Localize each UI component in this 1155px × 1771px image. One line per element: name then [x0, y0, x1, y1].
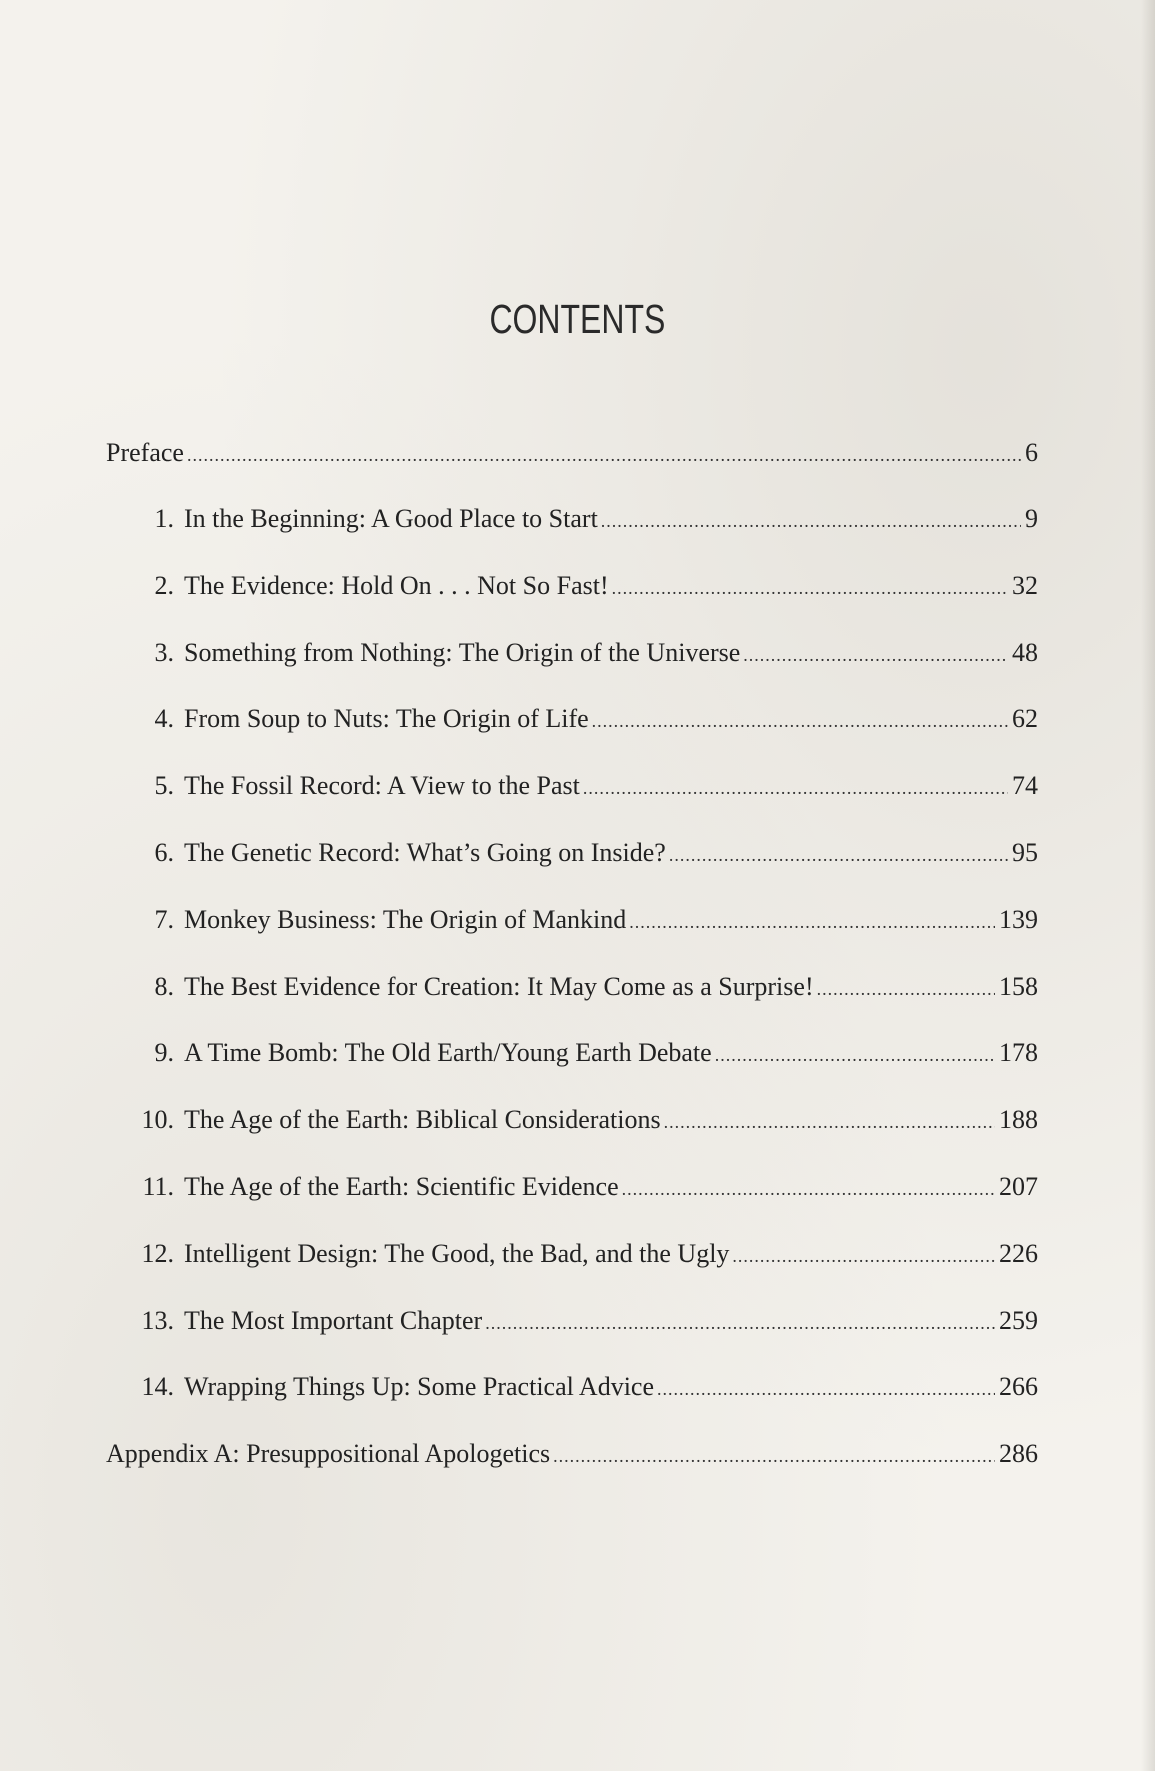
dot-leader	[601, 506, 1021, 536]
toc-entry-number: 4.	[154, 704, 174, 734]
dot-leader	[817, 974, 995, 1004]
toc-entry-number: 6.	[154, 837, 174, 867]
toc-entry-chapter-5[interactable]	[106, 771, 1038, 838]
dot-leader	[664, 1107, 995, 1137]
dot-leader	[553, 1441, 995, 1471]
toc-entry-number: 2.	[154, 570, 174, 600]
toc-entry-label: From Soup to Nuts: The Origin of Life	[184, 704, 589, 734]
toc-entry-page: 286	[999, 1439, 1038, 1469]
toc-entry-chapter-3[interactable]	[106, 638, 1038, 705]
dot-leader	[629, 907, 995, 937]
toc-entry-label: The Best Evidence for Creation: It May Come as a Surprise!	[184, 971, 814, 1001]
toc-entry-number: 14.	[141, 1372, 174, 1402]
toc-entry-label: The Evidence: Hold On . . . Not So Fast!	[184, 570, 609, 600]
toc-entry-page: 178	[999, 1038, 1038, 1068]
toc-entry-appendix-a[interactable]	[106, 1439, 1038, 1506]
toc-entry-number: 13.	[141, 1305, 174, 1335]
toc-entry-chapter-12[interactable]	[106, 1239, 1038, 1306]
toc-entry-chapter-2[interactable]	[106, 571, 1038, 638]
toc-entry-page: 226	[999, 1238, 1038, 1268]
toc-entry-chapter-4[interactable]	[106, 704, 1038, 771]
toc-entry-label: Intelligent Design: The Good, the Bad, and the Ugly	[184, 1238, 730, 1268]
toc-entry-chapter-13[interactable]	[106, 1306, 1038, 1373]
toc-entry-label: The Fossil Record: A View to the Past	[184, 771, 580, 801]
toc-entry-label: The Most Important Chapter	[184, 1305, 483, 1335]
toc-entry-number: 12.	[141, 1238, 174, 1268]
toc-entry-page: 32	[1012, 570, 1038, 600]
page-edge-shadow	[1141, 0, 1155, 1771]
toc-entry-label: A Time Bomb: The Old Earth/Young Earth Debate	[184, 1038, 712, 1068]
page-title: CONTENTS	[489, 296, 666, 342]
toc-entry-chapter-11[interactable]	[106, 1172, 1038, 1239]
toc-entry-number: 11.	[142, 1171, 174, 1201]
toc-entry-page: 158	[999, 971, 1038, 1001]
toc-entry-page: 9	[1025, 504, 1038, 533]
table-of-contents	[106, 438, 1038, 1506]
dot-leader	[612, 573, 1008, 603]
dot-leader	[657, 1374, 995, 1404]
toc-entry-label: Preface	[106, 438, 184, 467]
toc-entry-page: 207	[999, 1171, 1038, 1201]
toc-entry-page: 139	[999, 904, 1038, 934]
toc-entry-number: 7.	[154, 904, 174, 934]
toc-entry-page: 48	[1012, 637, 1038, 667]
toc-entry-chapter-7[interactable]	[106, 905, 1038, 972]
toc-entry-label: Appendix A: Presuppositional Apologetics	[106, 1439, 551, 1469]
toc-entry-page: 74	[1012, 771, 1038, 801]
toc-entry-preface[interactable]	[106, 438, 1038, 504]
toc-entry-label: The Age of the Earth: Biblical Considerations	[184, 1105, 661, 1135]
dot-leader	[485, 1308, 995, 1338]
dot-leader	[187, 440, 1021, 470]
toc-entry-page: 259	[999, 1305, 1038, 1335]
toc-entry-chapter-8[interactable]	[106, 972, 1038, 1039]
toc-entry-number: 9.	[154, 1038, 174, 1068]
toc-entry-label: Monkey Business: The Origin of Mankind	[184, 904, 627, 934]
dot-leader	[715, 1040, 995, 1070]
toc-entry-chapter-10[interactable]	[106, 1105, 1038, 1172]
toc-entry-page: 62	[1012, 704, 1038, 734]
toc-entry-number: 10.	[141, 1105, 174, 1135]
toc-entry-chapter-9[interactable]	[106, 1038, 1038, 1105]
dot-leader	[743, 640, 1008, 670]
toc-entry-number: 3.	[154, 637, 174, 667]
toc-entry-number: 5.	[154, 771, 174, 801]
dot-leader	[732, 1241, 995, 1271]
dot-leader	[669, 840, 1008, 870]
dot-leader	[592, 706, 1008, 736]
dot-leader	[622, 1174, 995, 1204]
toc-entry-label: Wrapping Things Up: Some Practical Advice	[184, 1372, 654, 1402]
toc-entry-label: The Age of the Earth: Scientific Evidence	[184, 1171, 619, 1201]
toc-entry-page: 188	[999, 1105, 1038, 1135]
toc-entry-label: Something from Nothing: The Origin of the Universe	[184, 637, 741, 667]
toc-entry-chapter-14[interactable]	[106, 1372, 1038, 1439]
toc-entry-label: In the Beginning: A Good Place to Start	[184, 504, 598, 533]
toc-entry-number: 1.	[154, 504, 174, 533]
toc-entry-chapter-6[interactable]	[106, 838, 1038, 905]
toc-entry-page: 95	[1012, 837, 1038, 867]
toc-entry-page: 266	[999, 1372, 1038, 1402]
toc-entry-chapter-1[interactable]	[106, 504, 1038, 571]
dot-leader	[583, 773, 1008, 803]
toc-entry-page: 6	[1025, 438, 1038, 467]
toc-entry-number: 8.	[154, 971, 174, 1001]
toc-entry-label: The Genetic Record: What’s Going on Inside?	[184, 837, 666, 867]
